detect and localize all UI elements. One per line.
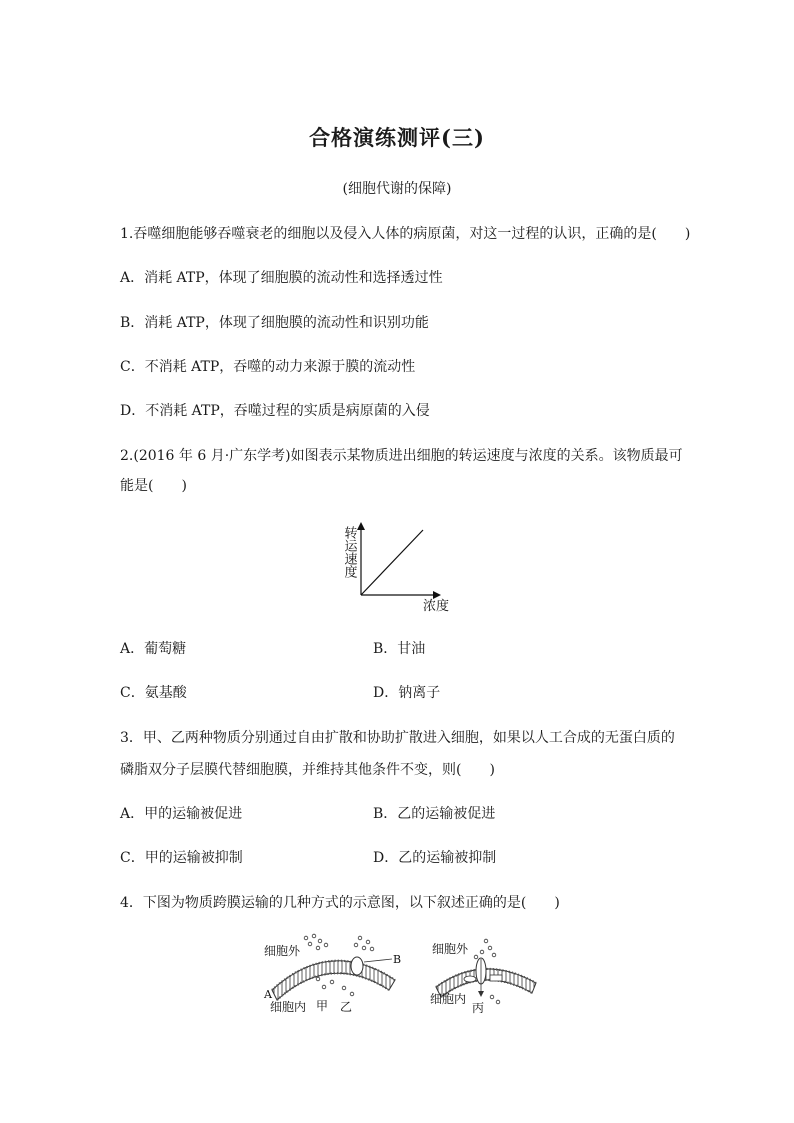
q1-option-a: A．消耗 ATP，体现了细胞膜的流动性和选择透过性 [120,270,443,286]
q1-stem: 1.吞噬细胞能够吞噬衰老的细胞以及侵入人体的病原菌，对这一过程的认识，正确的是( ) [120,226,691,242]
label-bing: 丙 [472,1001,485,1015]
q3-option-b: B．乙的运输被促进 [373,806,496,822]
solute-dots-inside [316,977,354,996]
q1-option-b: B．消耗 ATP，体现了细胞膜的流动性和识别功能 [120,315,429,331]
label-b-pointer [364,959,392,962]
page-title: 合格演练测评(三) [309,125,485,150]
q1-option-d: D．不消耗 ATP，吞噬过程的实质是病原菌的入侵 [120,403,430,419]
q2-option-d: D．钠离子 [373,685,441,701]
atp-box [490,975,502,981]
label-jia: 甲 [316,999,329,1013]
y-axis-label: 转运速度 [341,526,357,578]
x-axis-arrow [433,591,441,599]
q2-option-c: C．氨基酸 [120,685,187,701]
energy-blob [464,976,476,982]
membrane-bilayer [272,961,395,1000]
q4-figure-left [260,932,410,1017]
page-subtitle: (细胞代谢的保障) [342,181,452,197]
q3-stem-line1: 3．甲、乙两种物质分别通过自由扩散和协助扩散进入细胞，如果以人工合成的无蛋白质的 [120,730,675,746]
label-right-inside: 细胞内 [430,992,467,1006]
q3-option-a: A．甲的运输被促进 [120,806,243,822]
solute-dots-outside [304,934,374,951]
label-a: A [264,988,272,1001]
q3-option-c: C．甲的运输被抑制 [120,850,243,866]
q3-option-d: D．乙的运输被抑制 [373,850,497,866]
y-axis-arrow [357,522,365,530]
q4-stem: 4．下图为物质跨膜运输的几种方式的示意图，以下叙述正确的是( ) [120,895,560,911]
x-axis-label: 浓度 [423,599,450,614]
data-line [361,530,423,595]
label-b: B [393,953,402,966]
q2-stem-line2: 能是( ) [120,478,187,494]
carrier-protein [351,957,363,975]
q1-option-c: C．不消耗 ATP，吞噬的动力来源于膜的流动性 [120,359,416,375]
q3-stem-line2: 磷脂双分子层膜代替细胞膜，并维持其他条件不变，则( ) [120,762,495,778]
q2-option-b: B．甘油 [373,641,426,657]
label-yi: 乙 [340,1000,353,1014]
label-left-inside: 细胞内 [270,1000,307,1014]
q2-option-a: A．葡萄糖 [120,641,187,657]
q2-graph [335,520,455,615]
label-right-outside: 细胞外 [432,942,469,956]
q2-stem-line1: 2.(2016 年 6 月·广东学考)如图表示某物质进出细胞的转运速度与浓度的关系。该物质最可 [120,448,683,464]
q4-figure-right [428,935,543,1017]
label-left-outside: 细胞外 [264,944,301,958]
